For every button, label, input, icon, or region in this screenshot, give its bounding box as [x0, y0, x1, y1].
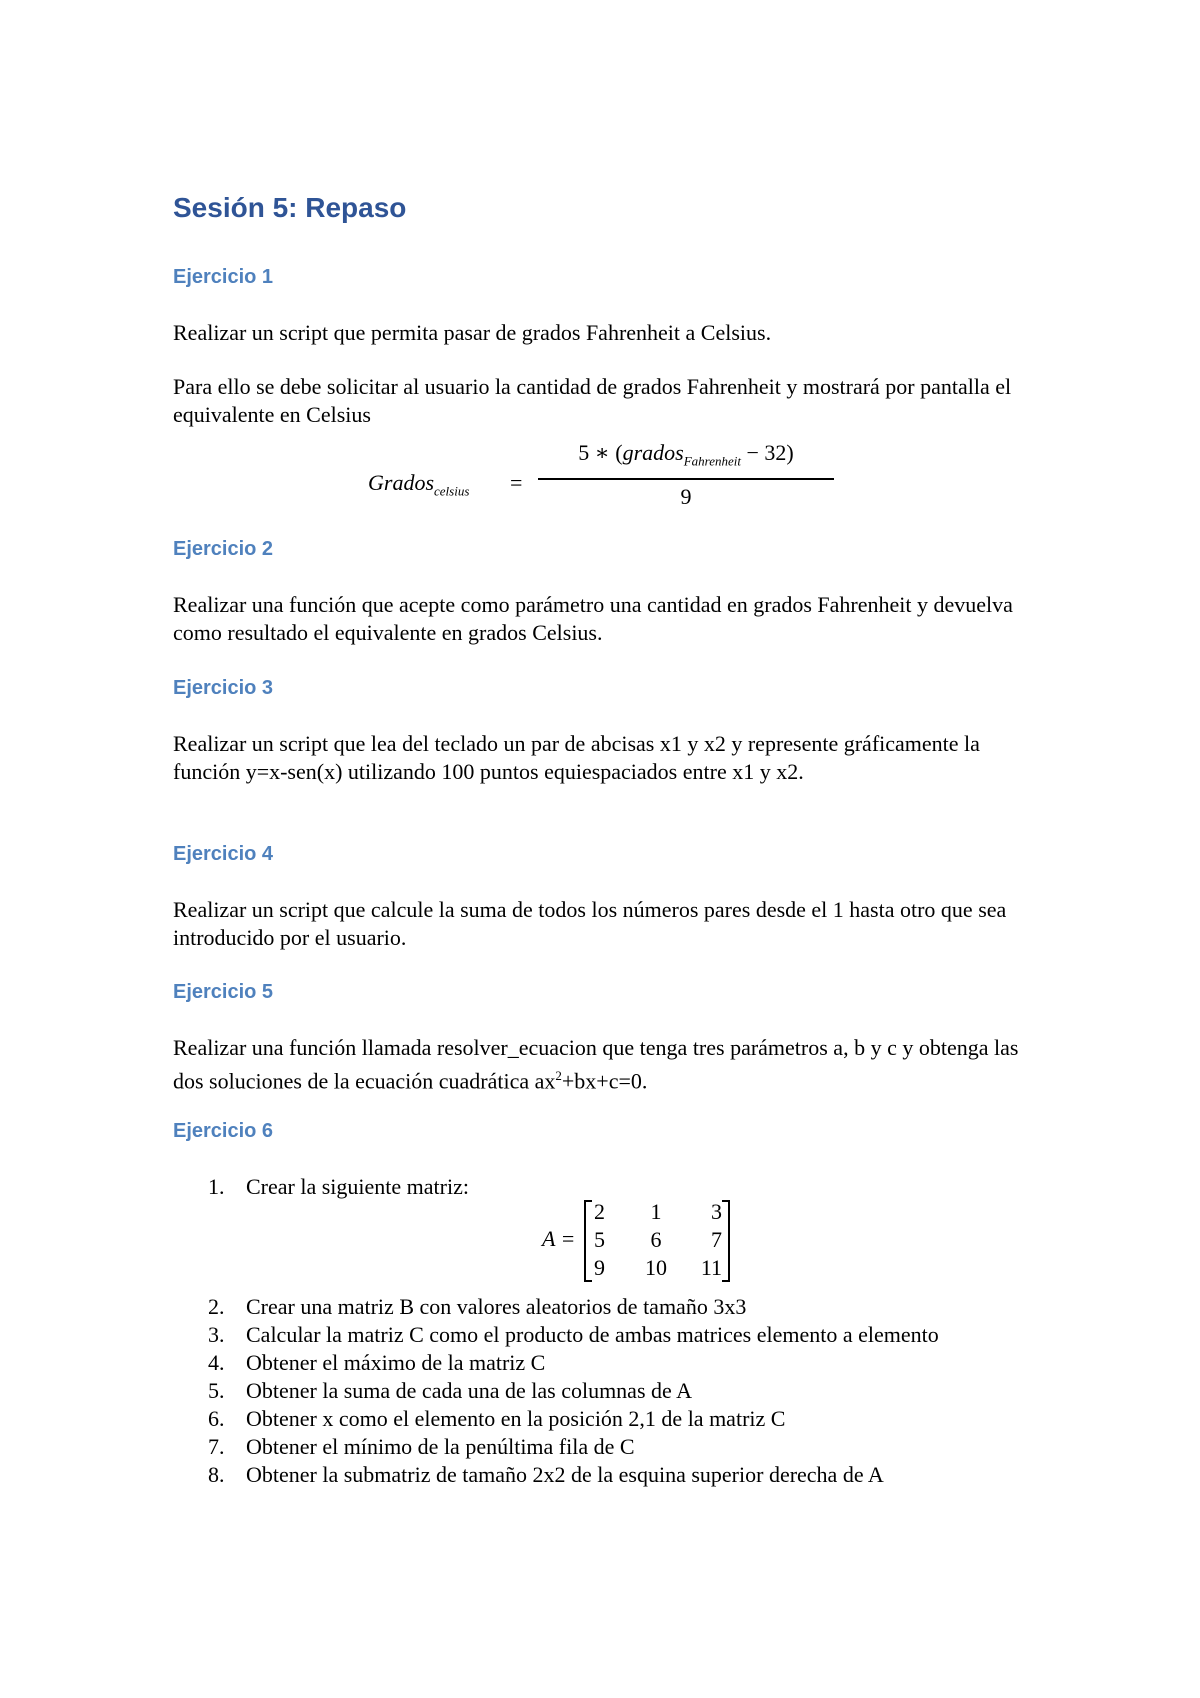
list-item-number: 7.	[208, 1434, 225, 1459]
list-item-number: 4.	[208, 1350, 225, 1375]
exercise-1-heading: Ejercicio 1	[173, 266, 274, 288]
list-item	[173, 1433, 1053, 1461]
exercise-2-heading: Ejercicio 2	[173, 538, 274, 560]
matrix-row	[592, 1198, 724, 1226]
list-item-number: 6.	[208, 1406, 225, 1431]
formula-equals: =	[510, 470, 523, 495]
list-item-number: 5.	[208, 1378, 225, 1403]
matrix-row	[592, 1226, 724, 1254]
matrix-cell: 5	[594, 1227, 605, 1252]
exercise-3-statement: Realizar un script que lea del teclado un par de abcisas x1 y x2 y represente gráficamente la función y=x-sen(x) utilizando 100 puntos equiespaciados entre x1 y x2.	[173, 731, 980, 784]
exercise-5-heading: Ejercicio 5	[173, 981, 274, 1003]
exercise-3-heading: Ejercicio 3	[173, 677, 274, 699]
fraction-bar	[538, 478, 834, 480]
list-item-number: 2.	[208, 1294, 225, 1319]
list-item-text: Obtener x como el elemento en la posición 2,1 de la matriz C	[246, 1406, 786, 1431]
list-item-text: Obtener el máximo de la matriz C	[246, 1350, 546, 1375]
exercise-1-instructions: Para ello se debe solicitar al usuario la cantidad de grados Fahrenheit y mostrará por pantalla el equivalente en Celsius	[173, 374, 1012, 427]
matrix-cell: 3	[711, 1199, 722, 1224]
matrix-cell: 2	[594, 1199, 605, 1224]
matrix-row	[592, 1254, 724, 1282]
matrix-left-bracket	[584, 1200, 592, 1282]
matrix-cell: 7	[711, 1227, 722, 1252]
list-item-number: 8.	[208, 1462, 225, 1487]
list-item-text: Obtener la submatriz de tamaño 2x2 de la esquina superior derecha de A	[246, 1462, 884, 1487]
list-item-text: Crear la siguiente matriz:	[246, 1174, 469, 1199]
exercise-6-heading: Ejercicio 6	[173, 1120, 274, 1142]
page-title: Sesión 5: Repaso	[173, 192, 407, 223]
exercise-2-statement: Realizar una función que acepte como parámetro una cantidad en grados Fahrenheit y devuelva como resultado el equivalente en grados Celsius.	[173, 592, 1013, 645]
formula-denominator: 9	[680, 484, 692, 509]
list-item-text: Calcular la matriz C como el producto de ambas matrices elemento a elemento	[246, 1322, 939, 1347]
exercise-1-statement: Realizar un script que permita pasar de grados Fahrenheit a Celsius.	[173, 320, 772, 345]
celsius-formula	[360, 438, 840, 518]
matrix-cell: 9	[594, 1255, 605, 1280]
formula-lhs: Grados$_{celsius}$	[368, 470, 470, 499]
list-item-text: Obtener la suma de cada una de las columnas de A	[246, 1378, 692, 1403]
matrix-cell: 6	[650, 1227, 662, 1252]
list-item	[173, 1321, 1053, 1349]
exercise-4-heading: Ejercicio 4	[173, 843, 274, 865]
list-item-text: Obtener el mínimo de la penúltima fila de C	[246, 1434, 635, 1459]
formula-numerator: 5 ∗ (grados$_{Fahrenheit}$ − 32)	[578, 440, 794, 469]
list-item	[173, 1349, 1053, 1377]
list-item	[173, 1405, 1053, 1433]
matrix-cell: 10	[645, 1255, 667, 1280]
matrix-right-bracket	[722, 1200, 730, 1282]
exercise-5-statement: Realizar una función llamada resolver_ecuacion que tenga tres parámetros a, b y c y obtenga las dos soluciones de la ecuación cuadrática $ax^2+bx+c=0$.	[173, 1035, 1019, 1094]
matrix-cell: 11	[700, 1255, 722, 1280]
list-item-number: 1.	[208, 1174, 225, 1199]
list-item	[173, 1461, 1053, 1489]
matrix-a	[540, 1196, 740, 1286]
list-item-text: Crear una matriz B con valores aleatorios de tamaño 3x3	[246, 1294, 747, 1319]
matrix-cell: 1	[650, 1199, 662, 1224]
exercise-4-statement: Realizar un script que calcule la suma de todos los números pares desde el 1 hasta otro que sea introducido por el usuario.	[173, 897, 1007, 950]
matrix-label: A =	[542, 1226, 576, 1251]
list-item	[173, 1377, 1053, 1405]
list-item-number: 3.	[208, 1322, 225, 1347]
matrix-values	[592, 1198, 724, 1282]
list-item	[173, 1293, 1053, 1321]
